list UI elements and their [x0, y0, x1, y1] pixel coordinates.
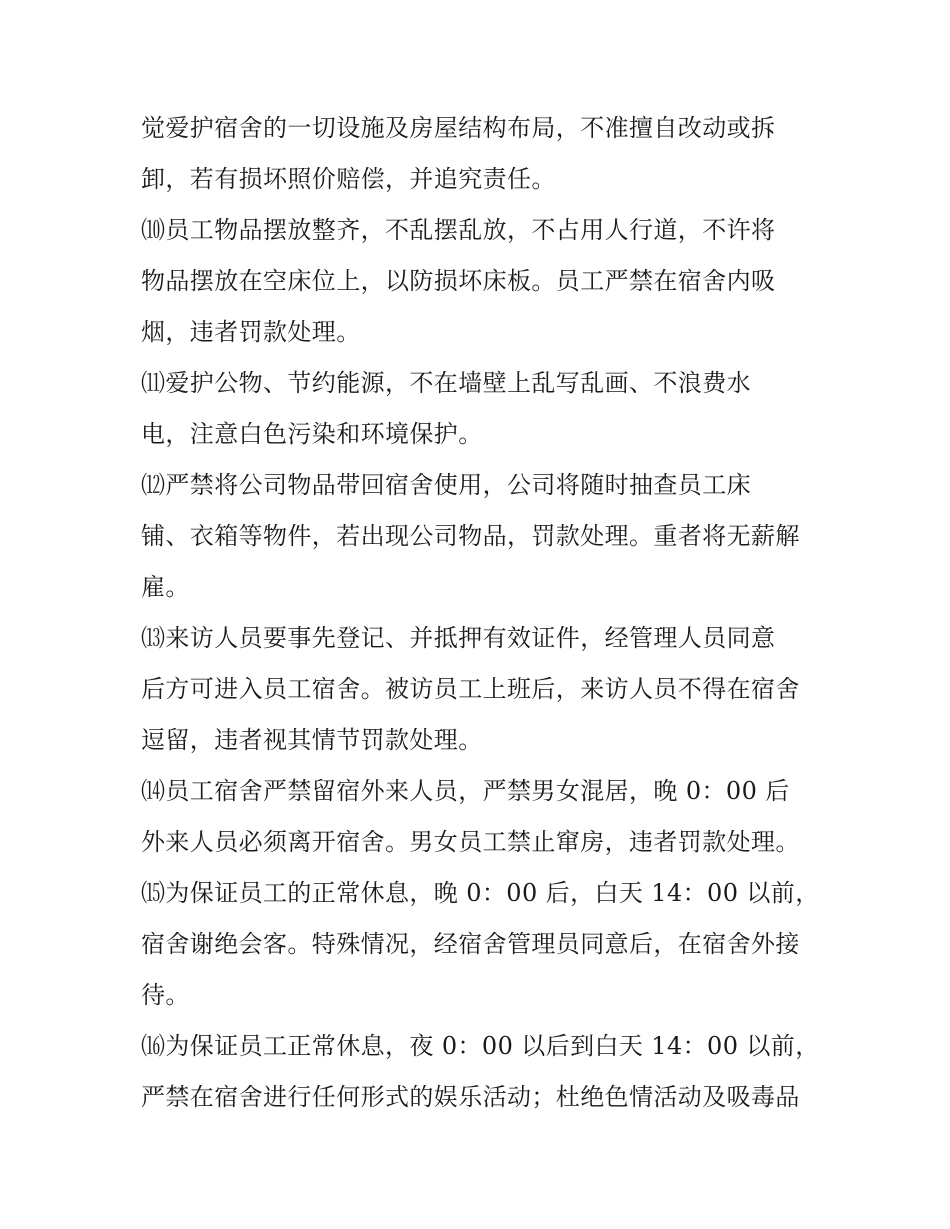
- text-line: ⒁员工宿舍严禁留宿外来人员，严禁男女混居，晚 0：00 后: [141, 777, 790, 805]
- text-line: 铺、衣箱等物件，若出现公司物品，罚款处理。重者将无薪解: [141, 522, 800, 550]
- text-line: 烟，违者罚款处理。: [141, 318, 361, 346]
- text-line: 觉爱护宿舍的一切设施及房屋结构布局，不准擅自改动或拆: [141, 114, 776, 142]
- text-line: ⒀来访人员要事先登记、并抵押有效证件，经管理人员同意: [141, 624, 776, 652]
- text-line: 外来人员必须离开宿舍。男女员工禁止窜房，违者罚款处理。: [141, 828, 800, 856]
- text-line: 待。: [141, 981, 190, 1009]
- text-line: ⑿严禁将公司物品带回宿舍使用，公司将随时抽查员工床: [141, 471, 751, 499]
- text-line: 电，注意白色污染和环境保护。: [141, 420, 483, 448]
- text-line: ⒃为保证员工正常休息，夜 0：00 以后到白天 14：00 以前，: [141, 1032, 820, 1060]
- text-line: 严禁在宿舍进行任何形式的娱乐活动；杜绝色情活动及吸毒品: [141, 1083, 800, 1111]
- text-line: 宿舍谢绝会客。特殊情况，经宿舍管理员同意后，在宿舍外接: [141, 930, 800, 958]
- text-line: ⒂为保证员工的正常休息，晚 0：00 后，白天 14：00 以前，: [141, 879, 820, 907]
- text-line: 物品摆放在空床位上，以防损坏床板。员工严禁在宿舍内吸: [141, 267, 776, 295]
- text-line: 雇。: [141, 573, 190, 601]
- body-text: [141, 103, 821, 1123]
- text-line: 后方可进入员工宿舍。被访员工上班后，来访人员不得在宿舍: [141, 675, 800, 703]
- text-line: 卸，若有损坏照价赔偿，并追究责任。: [141, 165, 556, 193]
- text-line: ⑾爱护公物、节约能源，不在墙壁上乱写乱画、不浪费水: [141, 369, 751, 397]
- text-line: 逗留，违者视其情节罚款处理。: [141, 726, 483, 754]
- text-line: ⑽员工物品摆放整齐，不乱摆乱放，不占用人行道，不许将: [141, 216, 776, 244]
